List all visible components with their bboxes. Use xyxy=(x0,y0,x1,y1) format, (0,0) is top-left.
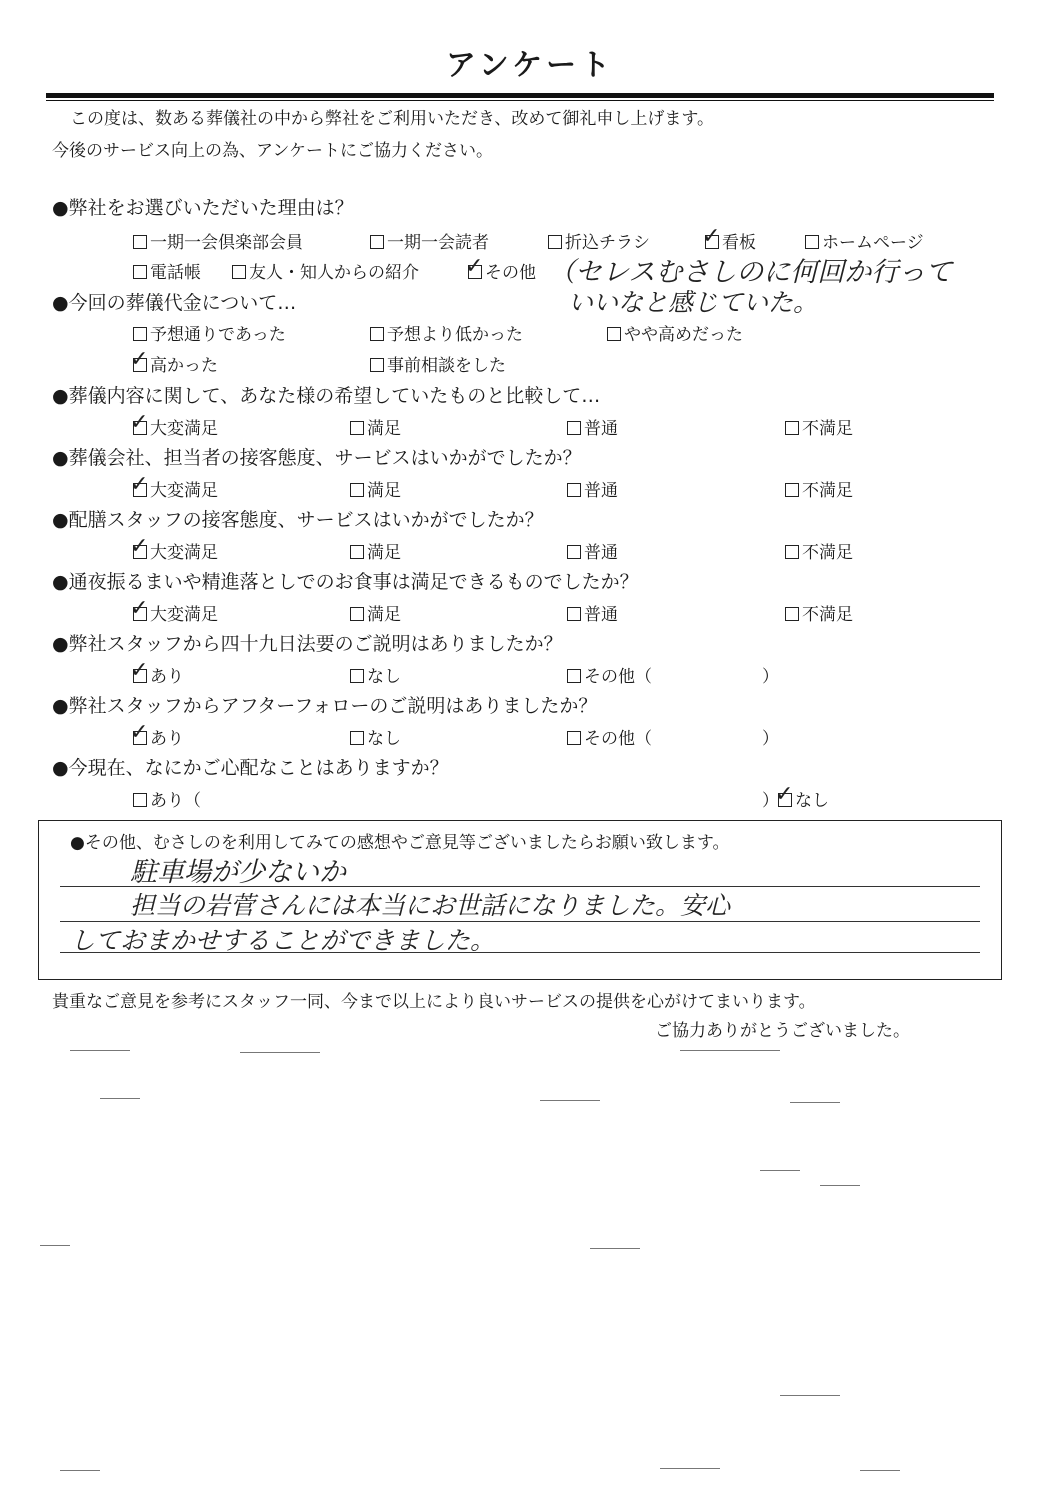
checkbox[interactable] xyxy=(548,235,562,249)
checkbox[interactable] xyxy=(232,265,246,279)
q9-option-yes[interactable]: あり（ xyxy=(133,786,201,811)
q5-option-very-satisfied[interactable]: ✓大変満足 xyxy=(133,538,218,563)
q9-option-no[interactable]: ✓ なし xyxy=(778,786,829,811)
question-2: ●今回の葬儀代金について… xyxy=(52,292,297,314)
checkbox[interactable] xyxy=(350,731,364,745)
q7-option-no[interactable]: なし xyxy=(350,662,401,687)
checkbox[interactable] xyxy=(567,421,581,435)
checkbox[interactable] xyxy=(785,421,799,435)
checkbox[interactable] xyxy=(370,235,384,249)
checkbox-checked[interactable] xyxy=(133,607,147,621)
q6-option-average[interactable]: 普通 xyxy=(567,600,618,625)
scan-artifact xyxy=(540,1100,600,1101)
title-rule-thin xyxy=(46,100,994,101)
checkbox[interactable] xyxy=(567,731,581,745)
checkbox-checked[interactable] xyxy=(778,793,792,807)
checkbox-checked[interactable] xyxy=(468,265,482,279)
checkbox[interactable] xyxy=(805,235,819,249)
checkbox[interactable] xyxy=(350,483,364,497)
comment-handwritten-line-3: しておまかせすることができました。 xyxy=(70,926,496,955)
checkbox[interactable] xyxy=(567,545,581,559)
q1-other-handwritten-note-2: いいなと感じていた。 xyxy=(568,288,819,317)
q7-option-yes[interactable]: ✓あり xyxy=(133,662,184,687)
q7-close-paren: ） xyxy=(762,667,779,687)
scan-artifact xyxy=(660,1468,720,1469)
q1-other-handwritten-note-1: （セレスむさしのに何回か行って xyxy=(548,257,953,288)
scan-artifact xyxy=(240,1052,320,1053)
q4-option-very-satisfied[interactable]: ✓大変満足 xyxy=(133,476,218,501)
q6-option-very-satisfied[interactable]: ✓大変満足 xyxy=(133,600,218,625)
closing-thanks: ご協力ありがとうございました。 xyxy=(655,1021,910,1041)
q1-option-reader[interactable]: 一期一会読者 xyxy=(370,228,489,253)
scan-artifact xyxy=(780,1395,840,1396)
question-3: ●葬儀内容に関して、あなた様の希望していたものと比較して… xyxy=(52,385,601,407)
checkbox-checked[interactable] xyxy=(133,358,147,372)
q8-option-other[interactable]: その他（ xyxy=(567,724,652,749)
checkbox-checked[interactable] xyxy=(705,235,719,249)
comments-prompt: ●その他、むさしのを利用してみての感想やご意見等ございましたらお願い致します。 xyxy=(70,833,730,853)
q2-option-lower[interactable]: 予想より低かった xyxy=(370,320,523,345)
question-5: ●配膳スタッフの接客態度、サービスはいかがでしたか？ xyxy=(52,509,544,531)
q6-option-satisfied[interactable]: 満足 xyxy=(350,600,401,625)
q1-option-other[interactable]: ✓ その他 xyxy=(468,258,536,283)
checkbox[interactable] xyxy=(350,421,364,435)
checkbox-checked[interactable] xyxy=(133,421,147,435)
comment-handwritten-line-1: 駐車場が少ないか xyxy=(130,857,346,888)
q2-option-high[interactable]: ✓高かった xyxy=(133,351,218,376)
q3-option-satisfied[interactable]: 満足 xyxy=(350,414,401,439)
question-8: ●弊社スタッフからアフターフォローのご説明はありましたか？ xyxy=(52,695,598,717)
q3-option-very-satisfied[interactable]: ✓大変満足 xyxy=(133,414,218,439)
q4-option-average[interactable]: 普通 xyxy=(567,476,618,501)
checkbox[interactable] xyxy=(133,793,147,807)
question-1: ●弊社をお選びいただいた理由は？ xyxy=(52,197,354,219)
q4-option-satisfied[interactable]: 満足 xyxy=(350,476,401,501)
checkbox-checked[interactable] xyxy=(133,483,147,497)
title-rule xyxy=(46,93,994,98)
q4-option-dissatisfied[interactable]: 不満足 xyxy=(785,476,853,501)
scan-artifact xyxy=(820,1185,860,1186)
scan-artifact xyxy=(590,1248,640,1249)
checkbox[interactable] xyxy=(133,265,147,279)
checkbox-checked[interactable] xyxy=(133,731,147,745)
q1-option-referral[interactable]: 友人・知人からの紹介 xyxy=(232,258,419,283)
q3-option-dissatisfied[interactable]: 不満足 xyxy=(785,414,853,439)
q3-option-average[interactable]: 普通 xyxy=(567,414,618,439)
page-title: アンケート xyxy=(445,48,615,83)
intro-line-1: この度は、数ある葬儀社の中から弊社をご利用いただき、改めて御礼申し上げます。 xyxy=(70,109,714,129)
question-6: ●通夜振るまいや精進落としでのお食事は満足できるものでしたか？ xyxy=(52,571,639,593)
q8-option-no[interactable]: なし xyxy=(350,724,401,749)
checkbox[interactable] xyxy=(785,607,799,621)
q6-option-dissatisfied[interactable]: 不満足 xyxy=(785,600,853,625)
q8-option-yes[interactable]: ✓あり xyxy=(133,724,184,749)
q1-option-signboard[interactable]: ✓ 看板 xyxy=(705,228,756,253)
q5-option-satisfied[interactable]: 満足 xyxy=(350,538,401,563)
scan-artifact xyxy=(680,1050,780,1051)
closing-message: 貴重なご意見を参考にスタッフ一同、今まで以上により良いサービスの提供を心がけてまいります。 xyxy=(52,992,816,1012)
q8-close-paren: ） xyxy=(762,729,779,749)
question-4: ●葬儀会社、担当者の接客態度、サービスはいかがでしたか？ xyxy=(52,447,582,469)
checkbox-checked[interactable] xyxy=(133,669,147,683)
checkbox[interactable] xyxy=(350,669,364,683)
checkbox[interactable] xyxy=(133,235,147,249)
scan-artifact xyxy=(860,1470,900,1471)
checkbox[interactable] xyxy=(350,545,364,559)
q1-option-member[interactable]: 一期一会倶楽部会員 xyxy=(133,228,303,253)
q5-option-average[interactable]: 普通 xyxy=(567,538,618,563)
question-7: ●弊社スタッフから四十九日法要のご説明はありましたか？ xyxy=(52,633,563,655)
checkbox[interactable] xyxy=(370,358,384,372)
q7-option-other[interactable]: その他（ xyxy=(567,662,652,687)
scan-artifact xyxy=(70,1050,130,1051)
question-9: ●今現在、なにかご心配なことはありますか？ xyxy=(52,757,449,779)
q9-close-paren: ） xyxy=(762,791,779,811)
scan-artifact xyxy=(40,1245,70,1246)
scan-artifact xyxy=(60,1470,100,1471)
scan-artifact xyxy=(790,1102,840,1103)
checkbox[interactable] xyxy=(567,607,581,621)
q5-option-dissatisfied[interactable]: 不満足 xyxy=(785,538,853,563)
q2-option-slightly-high[interactable]: やや高めだった xyxy=(607,320,743,345)
intro-line-2: 今後のサービス向上の為、アンケートにご協力ください。 xyxy=(52,141,493,161)
checkbox[interactable] xyxy=(370,327,384,341)
scan-artifact xyxy=(100,1098,140,1099)
comment-handwritten-line-2: 担当の岩菅さんには本当にお世話になりました。安心 xyxy=(130,891,731,920)
checkbox[interactable] xyxy=(785,483,799,497)
q1-option-flyer[interactable]: 折込チラシ xyxy=(548,228,650,253)
checkbox-checked[interactable] xyxy=(133,545,147,559)
checkbox[interactable] xyxy=(133,327,147,341)
checkbox[interactable] xyxy=(607,327,621,341)
scan-artifact xyxy=(760,1170,800,1171)
q2-option-as-expected[interactable]: 予想通りであった xyxy=(133,320,286,345)
q1-option-homepage[interactable]: ホームページ xyxy=(805,228,924,253)
q2-option-consulted[interactable]: 事前相談をした xyxy=(370,351,506,376)
checkbox[interactable] xyxy=(785,545,799,559)
checkbox[interactable] xyxy=(350,607,364,621)
checkbox[interactable] xyxy=(567,669,581,683)
checkbox[interactable] xyxy=(567,483,581,497)
q1-option-phonebook[interactable]: 電話帳 xyxy=(133,258,201,283)
